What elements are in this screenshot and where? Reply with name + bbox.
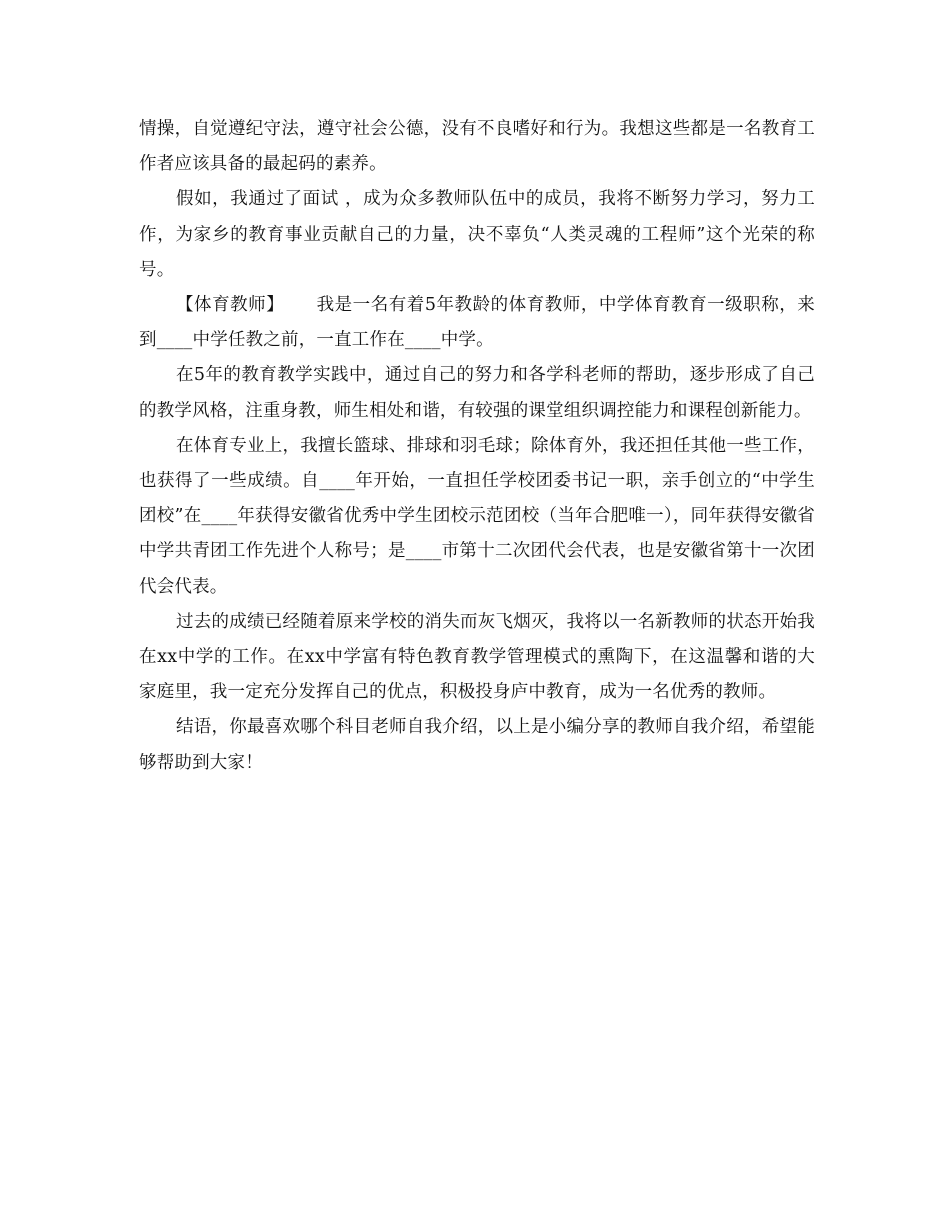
paragraph-7: 结语，你最喜欢哪个科目老师自我介绍，以上是小编分享的教师自我介绍，希望能够帮助到大家！ <box>139 717 815 773</box>
paragraph-4: 在5年的教育教学实践中，通过自己的努力和各学科老师的帮助，逐步形成了自己的教学风格，注重身教，师生相处和谐，有较强的课堂组织调控能力和课程创新能力。 <box>139 365 815 421</box>
paragraph-1: 情操，自觉遵纪守法，遵守社会公德，没有不良嗜好和行为。我想这些都是一名教育工作者应该具备的最起码的素养。 <box>139 119 815 175</box>
paragraph-6: 过去的成绩已经随着原来学校的消失而灰飞烟灭，我将以一名新教师的状态开始我在xx中学的工作。在xx中学富有特色教育教学管理模式的熏陶下，在这温馨和谐的大家庭里，我一定充分发挥自己的优点，积极投身庐中教育，成为一名优秀的教师。 <box>139 611 815 703</box>
paragraph-2: 假如，我通过了面试 ，成为众多教师队伍中的成员，我将不断努力学习，努力工作，为家乡的教育事业贡献自己的力量，决不辜负“人类灵魂的工程师”这个光荣的称号。 <box>139 189 815 280</box>
paragraph-3 <box>139 288 815 358</box>
paragraph-3-text: 我是一名有着5年教龄的体育教师，中学体育教育一级职称，来到____中学任教之前，一直工作在____中学。 <box>139 295 816 351</box>
paragraph-5: 在体育专业上，我擅长篮球、排球和羽毛球；除体育外，我还担任其他一些工作，也获得了一些成绩。自____年开始，一直担任学校团委书记一职，亲手创立的“中学生团校”在____年获得安徽省优秀中学生团校示范团校（当年合肥唯一），同年获得安徽省中学共青团工作先进个人称号；是____市第十二次团代会代表，也是安徽省第十一次团代会代表。 <box>139 435 815 597</box>
document-body <box>139 112 815 781</box>
section-heading-pe-teacher: 【体育教师】 <box>176 295 285 316</box>
